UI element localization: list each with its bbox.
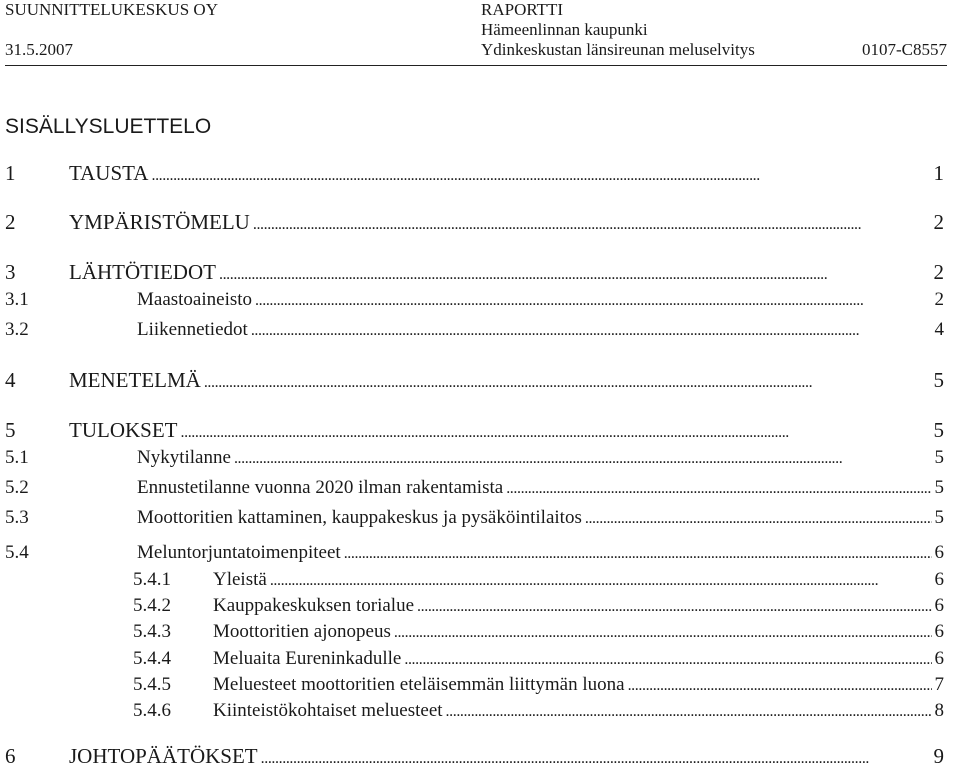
report-type: RAPORTTI	[481, 0, 564, 19]
toc-entry-page: 2	[933, 260, 944, 284]
client-name: Hämeenlinnan kaupunki	[481, 20, 648, 39]
toc-entry-title: Kiinteistökohtaiset meluesteet	[213, 700, 443, 721]
toc-dot-leader	[446, 699, 932, 723]
toc-entry-title: YMPÄRISTÖMELU	[69, 210, 250, 234]
toc-dot-leader	[417, 594, 931, 618]
toc-entry-page: 5	[934, 447, 944, 468]
toc-entry-page: 8	[934, 700, 944, 721]
toc-entry-page: 5	[933, 418, 944, 442]
toc-entry-title: Meluaita Eureninkadulle	[213, 648, 402, 669]
toc-entry-title: Ennustetilanne vuonna 2020 ilman rakentamista	[137, 477, 504, 498]
toc-entry[interactable]	[5, 476, 944, 500]
toc-entry[interactable]	[5, 160, 944, 186]
toc-dot-leader	[181, 417, 931, 443]
toc-entry-title: LÄHTÖTIEDOT	[69, 260, 216, 284]
toc-entry-page: 6	[934, 648, 944, 669]
toc-entry-page: 6	[934, 569, 944, 590]
toc-entry-number: 5.4.5	[133, 674, 171, 695]
toc-entry-number: 3.1	[5, 289, 29, 310]
toc-entry-number: 3.2	[5, 319, 29, 340]
toc-entry-number: 5.2	[5, 477, 29, 498]
toc-entry-page: 7	[934, 674, 944, 695]
toc-dot-leader	[251, 318, 932, 342]
toc-entry-title: JOHTOPÄÄTÖKSET	[69, 744, 258, 768]
toc-entry-title: Meluesteet moottoritien eteläisemmän liittymän luona	[213, 674, 625, 695]
toc-entry-title: Yleistä	[213, 569, 267, 590]
toc-entry-number: 5.4	[5, 542, 29, 563]
toc-title: SISÄLLYSLUETTELO	[5, 115, 212, 138]
toc-entry-title: MENETELMÄ	[69, 368, 201, 392]
toc-dot-leader	[151, 160, 930, 186]
toc-entry-page: 2	[933, 210, 944, 234]
toc-entry-number: 5	[5, 418, 16, 442]
toc-entry-number: 5.4.1	[133, 569, 171, 590]
toc-entry[interactable]	[5, 367, 944, 393]
toc-entry-number: 5.4.3	[133, 621, 171, 642]
toc-entry[interactable]	[5, 259, 944, 285]
toc-entry-title: Meluntorjuntatoimenpiteet	[137, 542, 341, 563]
toc-entry-number: 6	[5, 744, 16, 768]
toc-dot-leader	[219, 259, 931, 285]
toc-dot-leader	[261, 743, 931, 769]
toc-dot-leader	[270, 568, 932, 592]
project-title: Ydinkeskustan länsireunan meluselvitys	[481, 40, 755, 59]
toc-entry-title: TAUSTA	[69, 161, 149, 185]
toc-entry-number: 2	[5, 210, 16, 234]
toc-entry-title: Kauppakeskuksen torialue	[213, 595, 415, 616]
toc-dot-leader	[234, 446, 932, 470]
toc-dot-leader	[585, 506, 932, 530]
toc-entry-number: 5.4.4	[133, 648, 171, 669]
toc-entry-title: Liikennetiedot	[137, 319, 248, 340]
toc-entry-page: 6	[934, 542, 944, 563]
toc-entry-page: 9	[933, 744, 944, 768]
toc-entry-page: 5	[934, 477, 944, 498]
toc-entry[interactable]	[5, 699, 944, 723]
toc-dot-leader	[204, 367, 931, 393]
toc-entry[interactable]	[5, 594, 944, 618]
toc-entry[interactable]	[5, 743, 944, 769]
company-name: SUUNNITTELUKESKUS OY	[5, 0, 218, 19]
report-date: 31.5.2007	[5, 40, 73, 59]
toc-entry-title: Nykytilanne	[137, 447, 231, 468]
toc-entry[interactable]	[5, 318, 944, 342]
toc-entry[interactable]	[5, 647, 944, 671]
toc-entry[interactable]	[5, 506, 944, 530]
toc-entry-page: 6	[934, 621, 944, 642]
toc-entry-page: 5	[933, 368, 944, 392]
toc-entry[interactable]	[5, 673, 944, 697]
toc-entry[interactable]	[5, 288, 944, 312]
toc-entry[interactable]	[5, 620, 944, 644]
toc-entry[interactable]	[5, 446, 944, 470]
toc-entry-number: 5.1	[5, 447, 29, 468]
toc-entry[interactable]	[5, 417, 944, 443]
toc-entry-number: 5.4.2	[133, 595, 171, 616]
toc-entry-number: 5.4.6	[133, 700, 171, 721]
toc-entry[interactable]	[5, 209, 944, 235]
toc-entry-number: 5.3	[5, 507, 29, 528]
toc-entry-page: 6	[934, 595, 944, 616]
toc-entry-title: Moottoritien ajonopeus	[213, 621, 391, 642]
toc-entry-number: 4	[5, 368, 16, 392]
toc-entry-page: 1	[933, 161, 944, 185]
toc-dot-leader	[404, 647, 931, 671]
toc-entry-page: 4	[934, 319, 944, 340]
toc-entry-page: 5	[934, 507, 944, 528]
document-id: 0107-C8557	[862, 40, 947, 59]
toc-entry-title: Moottoritien kattaminen, kauppakeskus ja pysäköintilaitos	[137, 507, 582, 528]
toc-dot-leader	[253, 209, 931, 235]
toc-dot-leader	[506, 476, 931, 500]
toc-entry[interactable]	[5, 541, 944, 565]
toc-dot-leader	[394, 620, 932, 644]
toc-entry-title: Maastoaineisto	[137, 289, 253, 310]
toc-entry-page: 2	[934, 289, 944, 310]
toc-dot-leader	[255, 288, 931, 312]
toc-entry-number: 1	[5, 161, 16, 185]
toc-entry-number: 3	[5, 260, 16, 284]
toc-entry-title: TULOKSET	[69, 418, 178, 442]
toc-entry[interactable]	[5, 568, 944, 592]
toc-dot-leader	[344, 541, 932, 565]
header-divider	[5, 65, 947, 66]
toc-dot-leader	[628, 673, 932, 697]
